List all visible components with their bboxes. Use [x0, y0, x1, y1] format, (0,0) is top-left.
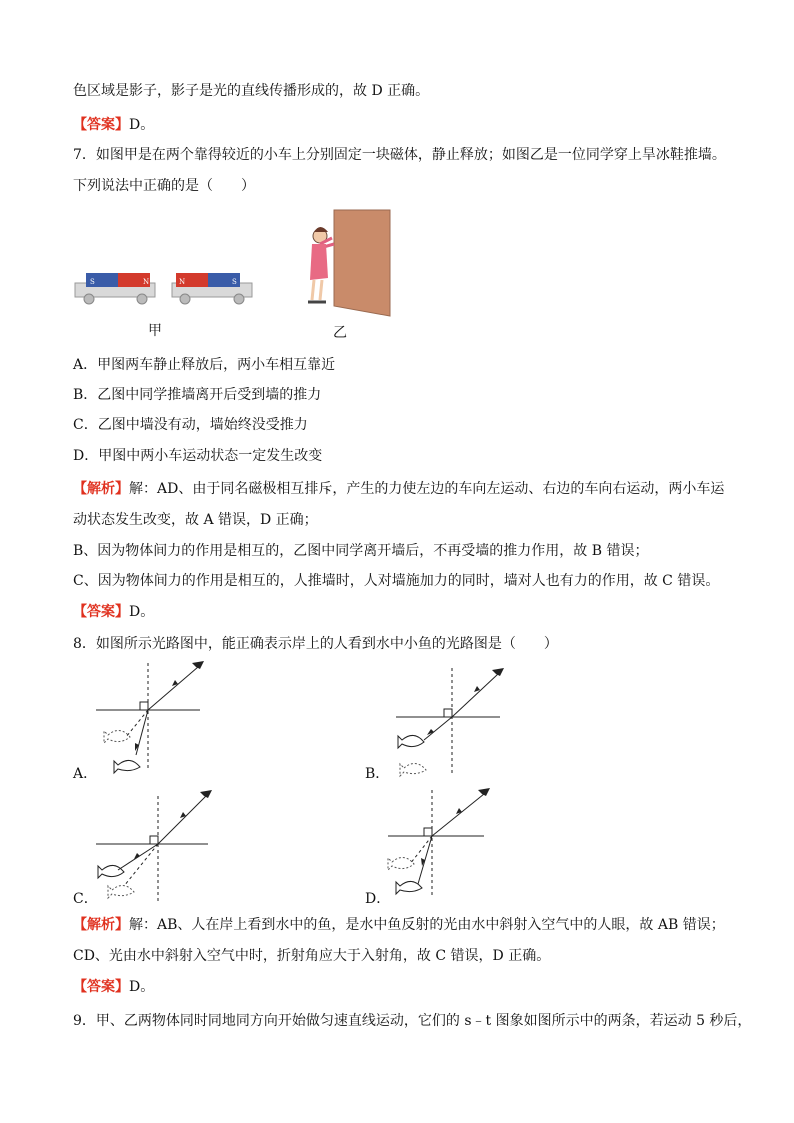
magnet1-s-label: S	[90, 278, 95, 286]
analysis-tag: 【解析】	[73, 481, 129, 497]
q8-diagram-a	[96, 655, 226, 775]
answer-value: D。	[129, 979, 155, 995]
prev-answer	[73, 115, 154, 135]
q7-option-b: B．乙图中同学推墙离开后受到墙的推力	[73, 387, 322, 403]
q8-analysis-line1	[73, 915, 725, 935]
q7-figure-jia	[72, 263, 272, 333]
q9-stem: 9．甲、乙两物体同时同地同方向开始做匀速直线运动，它们的 s﹣t 图象如图所示中的两条，若运动 5 秒后，	[73, 1013, 752, 1029]
q7-analysis-line4: C、因为物体间力的作用是相互的，人推墙时，人对墙施加力的同时，墙对人也有力的作用，故 C 错误。	[73, 573, 720, 589]
q8-label-c: C．	[73, 891, 98, 907]
q8-label-d: D．	[365, 891, 391, 907]
q7-answer	[73, 602, 154, 622]
magnet1-n-label: N	[143, 278, 150, 286]
q8-analysis-line2: CD、光由水中斜射入空气中时，折射角应大于入射角，故 C 错误，D 正确。	[73, 948, 551, 964]
q7-stem-line1: 7．如图甲是在两个靠得较近的小车上分别固定一块磁体，静止释放；如图乙是一位同学穿上旱冰鞋推墙。	[73, 147, 726, 163]
q7-option-d: D．甲图中两小车运动状态一定发生改变	[73, 448, 323, 464]
answer-tag: 【答案】	[73, 117, 129, 133]
q8-label-b: B．	[365, 766, 390, 782]
magnet2-n-label: N	[179, 278, 186, 286]
q7-stem-line2: 下列说法中正确的是（ ）	[73, 178, 255, 194]
q7-analysis-line3: B、因为物体间力的作用是相互的，乙图中同学离开墙后，不再受墙的推力作用，故 B 错误；	[73, 543, 649, 559]
magnet2-s-label: S	[232, 278, 237, 286]
q8-diagram-d	[388, 786, 518, 906]
q7-option-c: C．乙图中墙没有动，墙始终没受推力	[73, 417, 308, 433]
prev-text: 色区域是影子，影子是光的直线传播形成的，故 D 正确。	[73, 83, 430, 99]
q7-figure-yi	[298, 208, 398, 318]
analysis-text: 解：AD、由于同名磁极相互排斥，产生的力使左边的车向左运动、右边的车向右运动，两小车运	[129, 481, 725, 497]
q7-analysis-line1	[73, 479, 724, 499]
q8-answer	[73, 977, 154, 997]
answer-tag: 【答案】	[73, 604, 129, 620]
q7-option-a: A．甲图两车静止释放后，两小车相互靠近	[73, 357, 336, 373]
answer-value: D。	[129, 604, 155, 620]
q8-label-a: A．	[73, 766, 98, 782]
q7-analysis-line2: 动状态发生改变，故 A 错误，D 正确；	[73, 512, 318, 528]
fig-yi-caption: 乙	[333, 325, 347, 341]
q8-stem: 8．如图所示光路图中，能正确表示岸上的人看到水中小鱼的光路图是（ ）	[73, 636, 558, 652]
analysis-tag: 【解析】	[73, 917, 129, 933]
fig-jia-caption: 甲	[148, 323, 162, 339]
analysis-text: 解：AB、人在岸上看到水中的鱼，是水中鱼反射的光由水中斜射入空气中的人眼，故 AB 错误；	[129, 917, 725, 933]
q8-diagram-c	[96, 786, 226, 906]
q8-diagram-b	[396, 660, 526, 780]
answer-tag: 【答案】	[73, 979, 129, 995]
answer-value: D。	[129, 117, 155, 133]
